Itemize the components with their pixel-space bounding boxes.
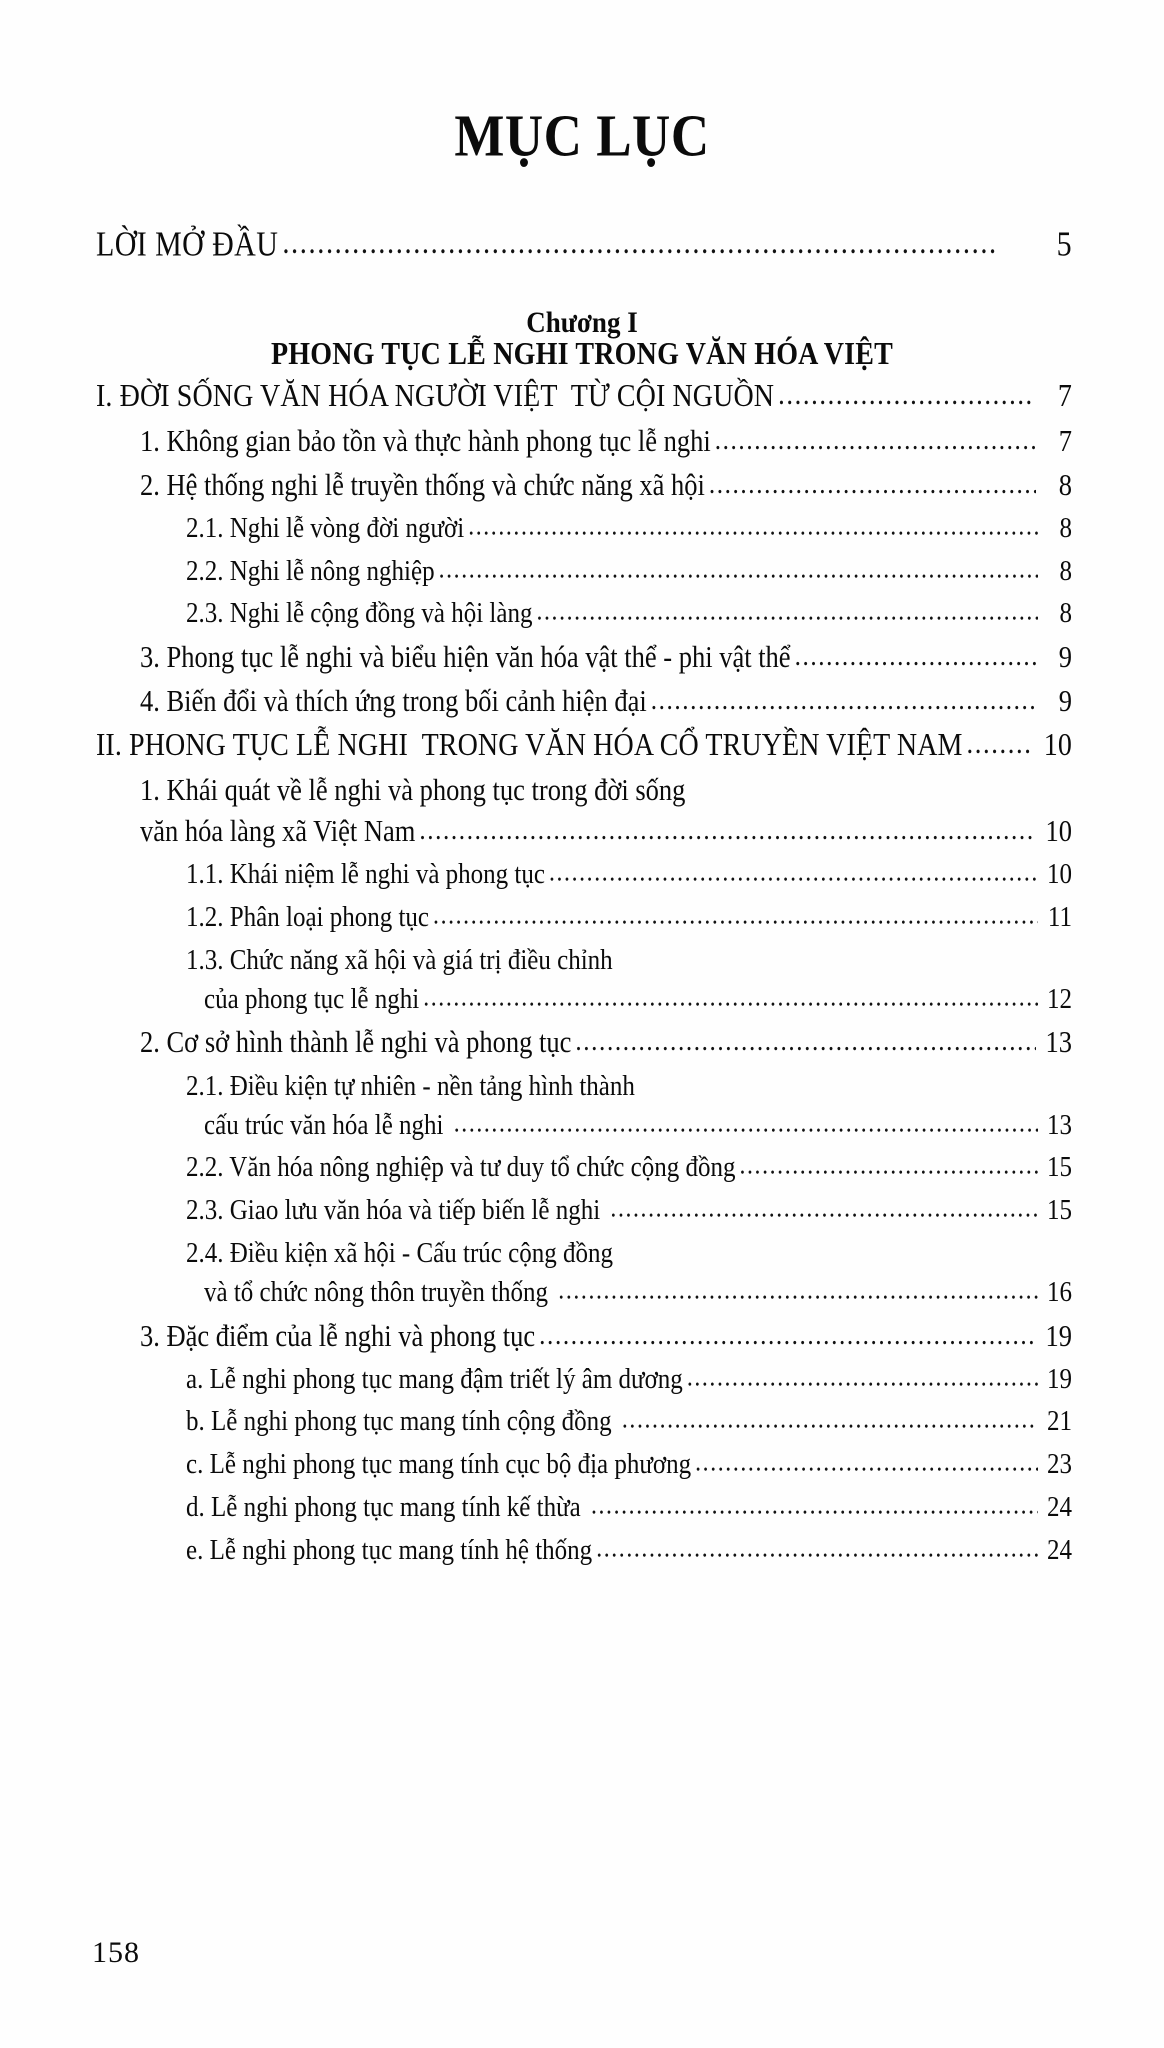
toc-entry-label: 3. Đặc điểm của lễ nghi và phong tục bbox=[140, 1318, 536, 1353]
toc-entry-page-number: 9 bbox=[1058, 684, 1072, 719]
toc-leader-dots bbox=[419, 816, 1036, 845]
toc-entry-label: 1. Khái quát về lễ nghi và phong tục trong đời sống bbox=[140, 773, 686, 808]
toc-entry[interactable] bbox=[96, 639, 1072, 675]
toc-leader-dots bbox=[423, 985, 1038, 1012]
toc-entry[interactable] bbox=[96, 730, 1072, 762]
toc-entry-label: 1.2. Phân loại phong tục bbox=[186, 901, 430, 933]
toc-leader-dots bbox=[596, 1536, 1038, 1563]
toc-entry[interactable] bbox=[96, 600, 1072, 629]
toc-entry[interactable] bbox=[96, 1365, 1072, 1394]
toc-leader-dots bbox=[687, 1365, 1038, 1392]
toc-entry-label: 1. Không gian bảo tồn và thực hành phong tục lễ nghi bbox=[140, 423, 711, 458]
toc-entry-page-number: 10 bbox=[1047, 859, 1072, 890]
toc-entry-label: c. Lễ nghi phong tục mang tính cục bộ địa phương bbox=[186, 1449, 692, 1481]
toc-entry[interactable] bbox=[96, 985, 1072, 1014]
toc-entry-label: 2.2. Nghi lễ nông nghiệp bbox=[186, 555, 435, 587]
toc-leader-dots bbox=[433, 903, 1038, 930]
toc-entry[interactable] bbox=[96, 557, 1072, 586]
toc-leader-dots bbox=[795, 642, 1036, 671]
toc-entry-label: 2.3. Giao lưu văn hóa và tiếp biến lễ nghi bbox=[186, 1195, 607, 1226]
toc-entry[interactable] bbox=[96, 1493, 1072, 1522]
toc-entry-page-number: 8 bbox=[1058, 467, 1072, 502]
toc-entry-label: 2.1. Nghi lễ vòng đời người bbox=[186, 512, 465, 544]
toc-entry-label: II. PHONG TỤC LỄ NGHI TRONG VĂN HÓA CỔ TRUYỀN VIỆT NAM bbox=[96, 728, 963, 764]
toc-entry[interactable] bbox=[96, 467, 1072, 502]
toc-entry-page-number: 8 bbox=[1059, 598, 1072, 630]
toc-entry-label: 3. Phong tục lễ nghi và biểu hiện văn hóa vật thể - phi vật thể bbox=[140, 639, 791, 675]
toc-leader-dots bbox=[715, 426, 1036, 455]
toc-entry-label: LỜI MỞ ĐẦU bbox=[96, 224, 279, 264]
toc-entry-label: 2.3. Nghi lễ cộng đồng và hội làng bbox=[186, 598, 533, 630]
toc-entry[interactable] bbox=[96, 946, 1072, 975]
toc-leader-dots bbox=[695, 1450, 1038, 1477]
toc-entry-label: d. Lễ nghi phong tục mang tính kế thừa bbox=[186, 1492, 587, 1523]
toc-leader-dots bbox=[549, 860, 1038, 887]
toc-entry-page-number: 8 bbox=[1059, 555, 1072, 587]
toc-entry-label: 1.1. Khái niệm lễ nghi và phong tục bbox=[186, 859, 545, 890]
toc-entry-page-number: 11 bbox=[1047, 901, 1072, 933]
toc-entry[interactable] bbox=[96, 423, 1072, 458]
toc-leader-dots bbox=[539, 1321, 1036, 1350]
toc-leader-dots bbox=[468, 514, 1038, 541]
toc-entry-page-number: 9 bbox=[1058, 639, 1072, 675]
toc-entry-page-number: 15 bbox=[1047, 1195, 1072, 1226]
toc-entry[interactable] bbox=[96, 903, 1072, 932]
toc-leader-dots bbox=[558, 1278, 1038, 1305]
toc-leader-dots bbox=[622, 1408, 1038, 1435]
toc-entry-label: của phong tục lễ nghi bbox=[204, 983, 420, 1015]
toc-entry[interactable] bbox=[96, 813, 1072, 848]
toc-entry-page-number: 19 bbox=[1045, 1318, 1072, 1353]
toc-entry-page-number: 24 bbox=[1047, 1492, 1072, 1523]
toc-entry-label: và tổ chức nông thôn truyền thống bbox=[204, 1276, 555, 1308]
toc-entry-page-number: 10 bbox=[1043, 728, 1072, 764]
toc-entry[interactable] bbox=[96, 1318, 1072, 1353]
folio-page-number: 158 bbox=[92, 1936, 140, 1969]
toc-entry-label: 2. Hệ thống nghi lễ truyền thống và chức năng xã hội bbox=[140, 467, 705, 502]
toc-leader-dots bbox=[709, 470, 1036, 499]
toc-front-matter-block bbox=[0, 224, 1164, 264]
toc-entry[interactable] bbox=[96, 1153, 1072, 1182]
toc-leader-dots bbox=[282, 227, 996, 261]
toc-entry[interactable] bbox=[96, 1111, 1072, 1140]
toc-entry-page-number: 16 bbox=[1047, 1276, 1072, 1308]
chapter-title: PHONG TỤC LỄ NGHI TRONG VĂN HÓA VIỆT bbox=[270, 337, 894, 373]
toc-entry-page-number: 21 bbox=[1047, 1406, 1072, 1438]
toc-entry[interactable] bbox=[96, 1278, 1072, 1307]
toc-leader-dots bbox=[536, 600, 1038, 627]
page-title: MỤC LỤC bbox=[454, 104, 710, 170]
toc-entry-page-number: 15 bbox=[1047, 1152, 1072, 1184]
toc-entry[interactable] bbox=[96, 378, 1072, 414]
toc-entry[interactable] bbox=[96, 686, 1072, 717]
toc-entry-label: văn hóa làng xã Việt Nam bbox=[140, 813, 416, 848]
toc-leader-dots bbox=[967, 728, 1034, 758]
toc-entry-label: 2.1. Điều kiện tự nhiên - nền tảng hình thành bbox=[186, 1070, 635, 1102]
toc-entry-label: 4. Biến đổi và thích ứng trong bối cảnh hiện đại bbox=[140, 684, 647, 719]
toc-entry[interactable] bbox=[96, 1450, 1072, 1479]
toc-entry[interactable] bbox=[96, 1027, 1072, 1058]
toc-entry-label: 1.3. Chức năng xã hội và giá trị điều chỉnh bbox=[186, 944, 613, 976]
toc-leader-dots bbox=[610, 1196, 1038, 1223]
toc-leader-dots bbox=[739, 1153, 1038, 1180]
toc-entry-page-number: 5 bbox=[1056, 224, 1072, 264]
toc-entry-label: I. ĐỜI SỐNG VĂN HÓA NGƯỜI VIỆT TỪ CỘI NGUỒN bbox=[96, 378, 775, 414]
toc-entry-label: 2.4. Điều kiện xã hội - Cấu trúc cộng đồng bbox=[186, 1237, 613, 1269]
toc-leader-dots bbox=[454, 1111, 1038, 1138]
toc-entry-page-number: 23 bbox=[1047, 1449, 1072, 1481]
toc-entry-page-number: 10 bbox=[1045, 813, 1072, 848]
toc-entry-label: 2.2. Văn hóa nông nghiệp và tư duy tổ chức cộng đồng bbox=[186, 1152, 736, 1184]
toc-entry-label: 2. Cơ sở hình thành lễ nghi và phong tục bbox=[140, 1025, 572, 1060]
toc-entry-page-number: 19 bbox=[1047, 1363, 1072, 1395]
toc-entry[interactable] bbox=[96, 1196, 1072, 1225]
toc-entry-page-number: 12 bbox=[1047, 983, 1072, 1015]
toc-entry[interactable] bbox=[96, 1072, 1072, 1101]
toc-entry[interactable] bbox=[96, 1536, 1072, 1565]
toc-entry-page-number: 24 bbox=[1047, 1534, 1072, 1566]
toc-entry-list bbox=[0, 378, 1164, 1566]
toc-entry-page-number: 13 bbox=[1045, 1025, 1072, 1060]
toc-entry-label: b. Lễ nghi phong tục mang tính cộng đồng bbox=[186, 1406, 618, 1438]
toc-entry-label: a. Lễ nghi phong tục mang đậm triết lý âm dương bbox=[186, 1363, 683, 1395]
toc-entry[interactable] bbox=[96, 514, 1072, 543]
toc-entry-page-number: 7 bbox=[1058, 423, 1072, 458]
toc-entry-page-number: 13 bbox=[1047, 1109, 1072, 1141]
toc-entry-front-matter[interactable] bbox=[96, 224, 1072, 264]
toc-entry[interactable] bbox=[96, 1408, 1072, 1437]
toc-entry-label: e. Lễ nghi phong tục mang tính hệ thống bbox=[186, 1534, 593, 1566]
toc-leader-dots bbox=[439, 557, 1038, 584]
toc-entry-label: cấu trúc văn hóa lễ nghi bbox=[204, 1109, 450, 1141]
toc-leader-dots bbox=[575, 1027, 1036, 1056]
toc-leader-dots bbox=[778, 378, 1034, 408]
toc-leader-dots bbox=[591, 1493, 1038, 1520]
toc-entry-page-number: 8 bbox=[1059, 512, 1072, 544]
toc-entry[interactable] bbox=[96, 860, 1072, 889]
toc-entry-page-number: 7 bbox=[1057, 378, 1072, 414]
chapter-heading bbox=[0, 304, 1164, 373]
toc-entry[interactable] bbox=[96, 773, 1072, 808]
toc-entry[interactable] bbox=[96, 1239, 1072, 1268]
toc-leader-dots bbox=[651, 686, 1036, 715]
chapter-number: Chương I bbox=[526, 304, 638, 338]
